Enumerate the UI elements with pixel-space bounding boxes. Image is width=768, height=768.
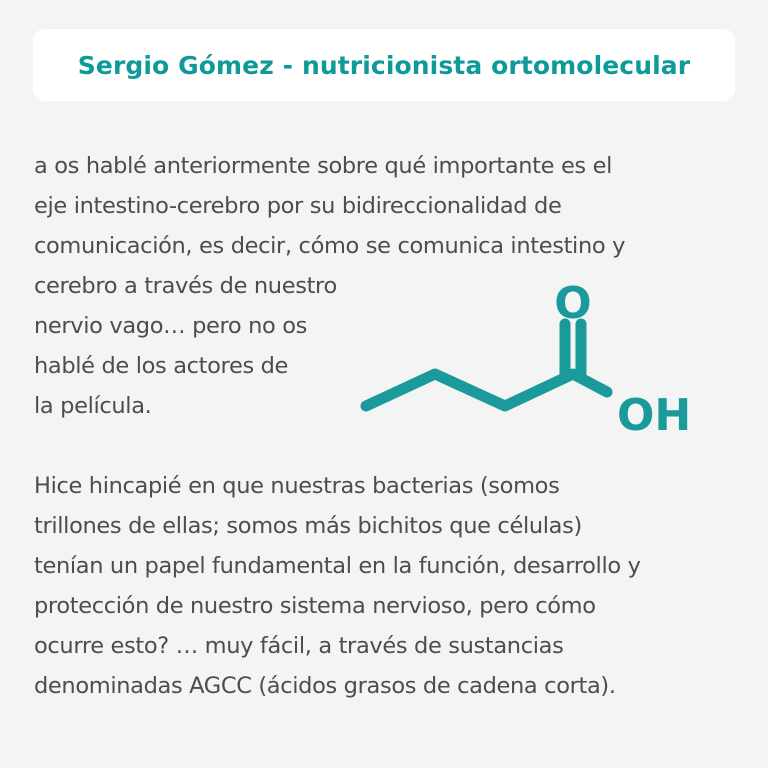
paragraph-line: cerebro a través de nuestro: [34, 273, 337, 299]
oxygen-label: O: [554, 282, 592, 329]
paragraph-line: denominadas AGCC (ácidos grasos de cadena corta).: [34, 673, 616, 699]
paragraph-line: trillones de ellas; somos más bichitos que células): [34, 513, 582, 539]
page-title: Sergio Gómez - nutricionista ortomolecular: [77, 50, 691, 80]
paragraph-line: eje intestino-cerebro por su bidireccionalidad de: [34, 193, 562, 219]
paragraph-line: hablé de los actores de: [34, 353, 289, 379]
butyric-acid-structure-icon: [355, 282, 715, 442]
paragraph-line: nervio vago… pero no os: [34, 313, 308, 339]
carbon-chain-bond: [366, 374, 607, 406]
paragraph-line: comunicación, es decir, cómo se comunica intestino y: [34, 233, 626, 259]
hydroxyl-label: OH: [617, 390, 692, 441]
paragraph-line: ocurre esto? … muy fácil, a través de sustancias: [34, 633, 564, 659]
paragraph-line: a os hablé anteriormente sobre qué importante es el: [34, 153, 613, 179]
paragraph-line: Hice hincapié en que nuestras bacterias (somos: [34, 473, 560, 499]
body-paragraph: [34, 466, 641, 706]
paragraph-line: la película.: [34, 393, 152, 419]
paragraph-line: tenían un papel fundamental en la función, desarrollo y: [34, 553, 641, 579]
header-card: [33, 29, 735, 101]
paragraph-line: protección de nuestro sistema nervioso, pero cómo: [34, 593, 596, 619]
